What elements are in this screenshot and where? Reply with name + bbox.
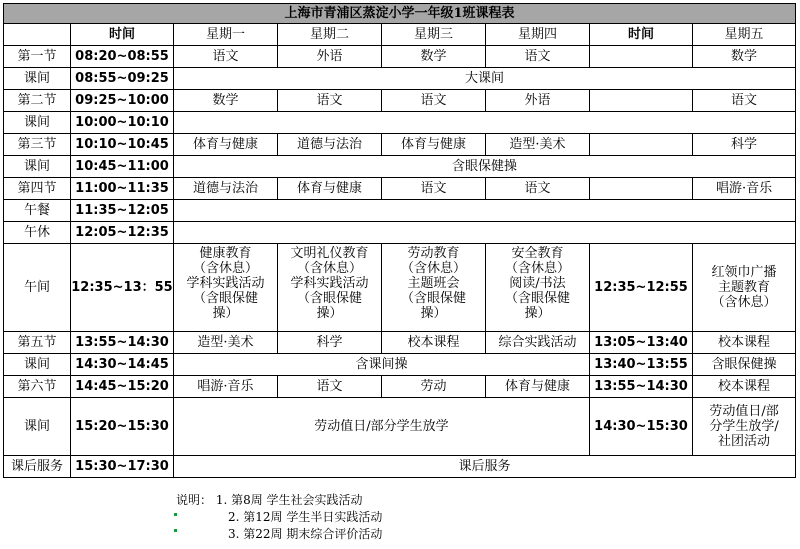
- row-time: 15:30~17:30: [71, 456, 174, 478]
- row-time: 15:20~15:30: [71, 398, 174, 456]
- cell-mon: [174, 244, 278, 332]
- row-noon: [4, 244, 796, 332]
- row-time: 11:00~11:35: [71, 178, 174, 200]
- row-time: 14:45~15:20: [71, 376, 174, 398]
- cell-span: [174, 112, 796, 134]
- cell-fri: 科学: [693, 134, 796, 156]
- cell-thu: 造型·美术: [486, 134, 590, 156]
- header-fri: 星期五: [693, 24, 796, 46]
- noon-wed-line: （含休息）: [400, 260, 466, 276]
- header-wed: 星期三: [382, 24, 486, 46]
- cell-span: 含眼保健操: [174, 156, 796, 178]
- cell-thu: 外语: [486, 90, 590, 112]
- row-break-1: [4, 68, 796, 90]
- noon-tue-line: 操）: [316, 305, 343, 321]
- cell-thu: 语文: [486, 178, 590, 200]
- cell-fri: 语文: [693, 90, 796, 112]
- noon-thu-line: 阅读/书法: [509, 275, 566, 291]
- row-label: 课间: [4, 398, 71, 456]
- cell-tue: 道德与法治: [278, 134, 382, 156]
- row-break-2: [4, 112, 796, 134]
- noon-mon-line: 健康教育: [199, 245, 252, 261]
- cell-time2: 13:55~14:30: [590, 376, 693, 398]
- title-row: [4, 4, 796, 24]
- row-label: 第五节: [4, 332, 71, 354]
- noon-mon-line: 操）: [212, 305, 239, 321]
- row-time: 08:55~09:25: [71, 68, 174, 90]
- noon-fri-line: （含休息）: [711, 295, 777, 310]
- cell-span: [174, 222, 796, 244]
- row-label: 第六节: [4, 376, 71, 398]
- noon-thu-line: 操）: [524, 305, 551, 321]
- header-row: [4, 24, 796, 46]
- cell-wed: 数学: [382, 46, 486, 68]
- row-label: 第二节: [4, 90, 71, 112]
- row-after-school: [4, 456, 796, 478]
- noon-mon-line: （含休息）: [192, 260, 258, 276]
- cell-mon: 语文: [174, 46, 278, 68]
- row-time: 08:20~08:55: [71, 46, 174, 68]
- row-time: 10:45~11:00: [71, 156, 174, 178]
- row-period-6: [4, 376, 796, 398]
- note-line-3: 3. 第22周 期末综合评价活动: [228, 527, 383, 541]
- cell-fri: [693, 244, 796, 332]
- row-label: 午休: [4, 222, 71, 244]
- cell-thu: 体育与健康: [486, 376, 590, 398]
- noon-wed-line: （含眼保健: [400, 290, 466, 306]
- row-period-2: [4, 90, 796, 112]
- cell-time2: [590, 90, 693, 112]
- row-label: 课间: [4, 354, 71, 376]
- noon-tue-line: （含休息）: [296, 260, 362, 276]
- noon-wed-line: 操）: [420, 305, 447, 321]
- cell-time2: 14:30~15:30: [590, 398, 693, 456]
- row-break-6: [4, 398, 796, 456]
- cell-thu: 综合实践活动: [486, 332, 590, 354]
- note-line-2: 2. 第12周 学生半日实践活动: [228, 510, 383, 524]
- cell-time2: [590, 46, 693, 68]
- cell-tue: [278, 244, 382, 332]
- row-nap: [4, 222, 796, 244]
- row-time: 11:35~12:05: [71, 200, 174, 222]
- noon-fri-line: 红领巾广播: [711, 265, 777, 280]
- cell-fri: 校本课程: [693, 332, 796, 354]
- cell-marker-icon: [174, 529, 177, 532]
- noon-thu-line: （含休息）: [504, 260, 570, 276]
- cell-tue: 体育与健康: [278, 178, 382, 200]
- row-time: 12:35~13：55: [71, 244, 174, 332]
- cell-time2: 13:40~13:55: [590, 354, 693, 376]
- cell-time2: 12:35~12:55: [590, 244, 693, 332]
- timetable-sheet: [3, 3, 795, 478]
- cell-mon: 道德与法治: [174, 178, 278, 200]
- header-mon: 星期一: [174, 24, 278, 46]
- page-title: 上海市青浦区蒸淀小学一年级1班课程表: [4, 4, 796, 24]
- row-time: 10:10~10:45: [71, 134, 174, 156]
- notes: [176, 492, 382, 543]
- cell-thu: [486, 244, 590, 332]
- noon-tue-line: （含眼保健: [296, 290, 362, 306]
- row-period-3: [4, 134, 796, 156]
- noon-wed-line: 主题班会: [407, 275, 460, 291]
- cell-mon: 造型·美术: [174, 332, 278, 354]
- noon-mon-line: （含眼保健: [192, 290, 258, 306]
- cell-thu: 语文: [486, 46, 590, 68]
- header-time2: 时间: [590, 24, 693, 46]
- cell-time2: 13:05~13:40: [590, 332, 693, 354]
- noon-thu-line: 安全教育: [511, 245, 564, 261]
- row-break-3: [4, 156, 796, 178]
- row-label: 第一节: [4, 46, 71, 68]
- row-time: 13:55~14:30: [71, 332, 174, 354]
- cell-mon: 唱游·音乐: [174, 376, 278, 398]
- header-corner: [4, 24, 71, 46]
- header-time: 时间: [71, 24, 174, 46]
- cell-fri: [693, 398, 796, 456]
- noon-fri-line: 主题教育: [718, 280, 771, 295]
- cell-wed: 劳动: [382, 376, 486, 398]
- b6-fri-line: 劳动值日/部: [709, 404, 779, 419]
- cell-span: [174, 200, 796, 222]
- cell-time2: [590, 178, 693, 200]
- row-label: 第三节: [4, 134, 71, 156]
- cell-wed: 体育与健康: [382, 134, 486, 156]
- row-period-5: [4, 332, 796, 354]
- row-label: 午餐: [4, 200, 71, 222]
- cell-span: 劳动值日/部分学生放学: [174, 398, 590, 456]
- header-thu: 星期四: [486, 24, 590, 46]
- row-time: 14:30~14:45: [71, 354, 174, 376]
- row-time: 10:00~10:10: [71, 112, 174, 134]
- cell-fri: 含眼保健操: [693, 354, 796, 376]
- cell-tue: 外语: [278, 46, 382, 68]
- cell-span: 课后服务: [174, 456, 796, 478]
- note-line-1: 说明： 1. 第8周 学生社会实践活动: [176, 493, 363, 507]
- noon-thu-line: （含眼保健: [504, 290, 570, 306]
- row-label: 课间: [4, 156, 71, 178]
- cell-wed: 语文: [382, 178, 486, 200]
- row-label: 课间: [4, 68, 71, 90]
- cell-wed: 语文: [382, 90, 486, 112]
- row-period-1: [4, 46, 796, 68]
- cell-fri: 数学: [693, 46, 796, 68]
- noon-tue-line: 学科实践活动: [290, 275, 369, 291]
- noon-tue-line: 文明礼仪教育: [290, 245, 369, 261]
- timetable: [3, 3, 796, 478]
- row-time: 09:25~10:00: [71, 90, 174, 112]
- noon-mon-line: 学科实践活动: [186, 275, 265, 291]
- row-label: 课间: [4, 112, 71, 134]
- cell-fri: 唱游·音乐: [693, 178, 796, 200]
- b6-fri-line: 分学生放学/: [709, 419, 779, 434]
- cell-fri: 校本课程: [693, 376, 796, 398]
- row-break-5: [4, 354, 796, 376]
- row-period-4: [4, 178, 796, 200]
- cell-tue: 语文: [278, 376, 382, 398]
- row-label: 午间: [4, 244, 71, 332]
- row-label: 第四节: [4, 178, 71, 200]
- b6-fri-line: 社团活动: [718, 434, 771, 449]
- header-tue: 星期二: [278, 24, 382, 46]
- cell-tue: 科学: [278, 332, 382, 354]
- row-label: 课后服务: [4, 456, 71, 478]
- cell-span: 大课间: [174, 68, 796, 90]
- cell-mon: 数学: [174, 90, 278, 112]
- cell-tue: 语文: [278, 90, 382, 112]
- row-lunch: [4, 200, 796, 222]
- cell-wed: [382, 244, 486, 332]
- noon-wed-line: 劳动教育: [407, 245, 460, 261]
- cell-mon: 体育与健康: [174, 134, 278, 156]
- cell-time2: [590, 134, 693, 156]
- cell-span: 含课间操: [174, 354, 590, 376]
- cell-marker-icon: [174, 513, 177, 516]
- row-time: 12:05~12:35: [71, 222, 174, 244]
- cell-wed: 校本课程: [382, 332, 486, 354]
